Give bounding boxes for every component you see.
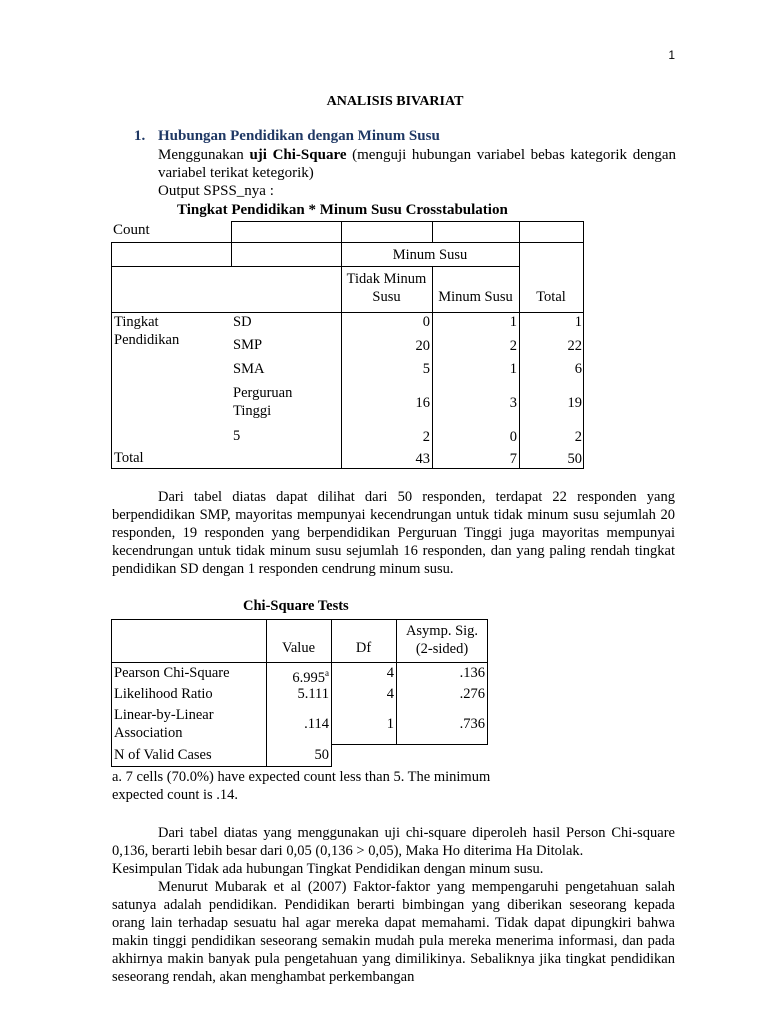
- crosstab-col2-header: Minum Susu: [438, 289, 513, 305]
- intro-text-post: (menguji hubungan variabel bebas kategorik dengan variabel terikat ketegorik): [158, 147, 677, 181]
- crosstab-cell: 2: [509, 338, 517, 354]
- crosstab-header-corner: [111, 242, 232, 267]
- section-intro: [158, 146, 676, 200]
- intro-text: Menggunakan: [158, 147, 250, 163]
- page-number: 1: [668, 48, 675, 62]
- crosstab-cell: 0: [509, 429, 517, 445]
- crosstab-row-label: Perguruan Tinggi: [233, 385, 293, 419]
- crosstab-row-label: SMA: [233, 361, 265, 377]
- crosstab-cell: 2: [574, 429, 582, 445]
- crosstab-row-label: SD: [233, 314, 252, 330]
- chisq-df: 1: [386, 716, 394, 732]
- crosstab-stub: [432, 221, 520, 243]
- crosstab-cell: 2: [422, 429, 430, 445]
- chisq-value: 50: [314, 747, 329, 763]
- crosstab-row-label: 5: [233, 428, 241, 444]
- chisq-value: .114: [304, 716, 329, 732]
- paragraph-1-text: Dari tabel diatas dapat dilihat dari 50 responden, terdapat 22 responden yang berpendidikan SMP, mayoritas mempunyai kecendrungan untuk tidak minum susu sejumlah 20 responden, 19 responden yang berpendidikan Perguruan Tinggi juga mayoritas mempunyai kecendrungan untuk tidak minum susu sejumlah 16 responden, dan yang paling rendah tingkat pendidikan SD dengan 1 responden cendrung minum susu.: [112, 489, 675, 577]
- chisq-value: [266, 664, 329, 687]
- crosstab-cell: 3: [509, 395, 517, 411]
- crosstab-total-label: Total: [114, 450, 144, 466]
- paragraph-2b-text: Kesimpulan Tidak ada hubungan Tingkat Pendidikan dengan minum susu.: [112, 861, 544, 877]
- crosstab-cell: 19: [567, 395, 582, 411]
- crosstab-count-label: Count: [113, 222, 150, 238]
- crosstab-cell: 5: [422, 361, 430, 377]
- chisq-sig: .276: [459, 686, 485, 702]
- crosstab-total-header: Total: [536, 289, 566, 305]
- paragraph-1: [112, 488, 675, 578]
- chisq-header-value: Value: [281, 640, 315, 656]
- chisq-footnote: a. 7 cells (70.0%) have expected count less than 5. The minimum expected count is .14.: [112, 769, 491, 803]
- chisq-row-label: N of Valid Cases: [114, 747, 212, 763]
- crosstab-cell: 20: [415, 338, 430, 354]
- paragraph-2: [112, 824, 675, 986]
- chisq-value-sup: a: [325, 668, 329, 678]
- chisq-df: 4: [386, 665, 394, 681]
- chisq-row-label: Linear-by-Linear Association: [114, 707, 214, 741]
- crosstab-row-label: SMP: [233, 337, 263, 353]
- crosstab-cell: 1: [509, 361, 517, 377]
- crosstab-col1-header: Tidak Minum Susu: [346, 271, 427, 305]
- crosstab-stub: [341, 221, 433, 243]
- chisq-sig: .136: [459, 665, 485, 681]
- chisq-row-label: Likelihood Ratio: [114, 686, 213, 702]
- crosstab-group-header: Minum Susu: [392, 247, 468, 263]
- paragraph-3-text: Menurut Mubarak et al (2007) Faktor-faktor yang mempengaruhi pengetahuan salah satunya adalah pendidikan. Pendidikan berarti bimbingan yang diberikan seseorang kepada orang lain terhadap sesuatu hal agar mereka dapat memahami. Tidak dapat dipungkiri bahwa makin tinggi pendidikan seseorang semakin mudah pula mereka menerima informasi, dan pada akhirnya makin banyak pula pengetahuan yang dimilikinya. Sebaliknya jika tingkat pendidikan seseorang rendah, akan menghambat perkembangan: [112, 879, 675, 985]
- chisq-header-corner: [111, 619, 267, 663]
- crosstab-cell: 6: [574, 361, 582, 377]
- chisq-row-label: Pearson Chi-Square: [114, 665, 230, 681]
- crosstab-cell: 1: [509, 314, 517, 330]
- section-heading: [134, 128, 440, 145]
- page-title: ANALISIS BIVARIAT: [326, 94, 464, 109]
- section-heading-text: Hubungan Pendidikan dengan Minum Susu: [158, 128, 440, 144]
- section-number: 1.: [134, 128, 146, 144]
- output-label: Output SPSS_nya :: [158, 183, 274, 199]
- crosstab-cell: 1: [574, 314, 582, 330]
- crosstab-row-group: Tingkat Pendidikan: [114, 314, 180, 348]
- intro-line: [158, 146, 676, 182]
- crosstab-cell: 43: [415, 451, 430, 467]
- chisq-header-sig: Asymp. Sig. (2-sided): [405, 623, 479, 657]
- chisq-value: 5.111: [297, 686, 329, 702]
- intro-bold: uji Chi-Square: [249, 147, 347, 163]
- chisq-header-df: Df: [355, 640, 372, 656]
- crosstab-header-corner: [111, 266, 342, 313]
- crosstab-title: Tingkat Pendidikan * Minum Susu Crosstabulation: [177, 202, 508, 218]
- crosstab-stub: [231, 221, 342, 243]
- crosstab-cell: 22: [567, 338, 582, 354]
- paragraph-2-text: Dari tabel diatas yang menggunakan uji chi-square diperoleh hasil Person Chi-square 0,136, berarti lebih besar dari 0,05 (0,136 > 0,05), Maka Ho diterima Ha Ditolak.: [112, 825, 675, 859]
- crosstab-cell: 50: [567, 451, 582, 467]
- crosstab-cell: 0: [422, 314, 430, 330]
- chisq-sig: .736: [459, 716, 485, 732]
- chisq-value-number: 6.995: [292, 669, 325, 686]
- chisq-title: Chi-Square Tests: [243, 598, 349, 614]
- crosstab-cell: 7: [509, 451, 517, 467]
- crosstab-stub: [519, 221, 584, 243]
- chisq-df: 4: [386, 686, 394, 702]
- crosstab-cell: 16: [415, 395, 430, 411]
